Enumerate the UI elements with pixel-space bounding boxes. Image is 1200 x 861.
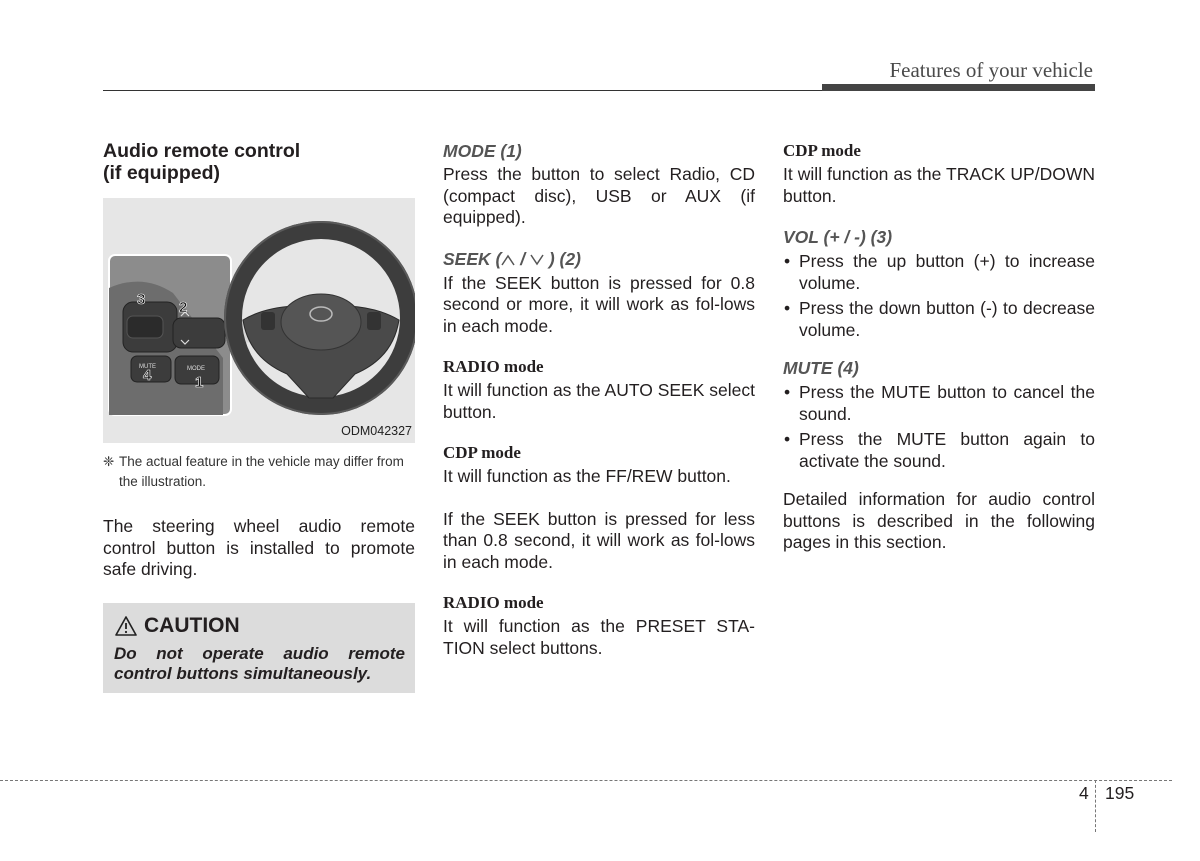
vol-list [783, 251, 1095, 341]
steering-wheel-illustration [103, 198, 415, 443]
header-accent-bar [822, 84, 1095, 91]
footer-divider [0, 780, 1172, 781]
section-heading [103, 140, 415, 184]
cdp-mode-heading-3: CDP mode [783, 141, 861, 160]
radio-mode-text-2: It will function as the PRESET STA-TION select buttons. [443, 616, 755, 658]
radio-mode-heading-2: RADIO mode [443, 593, 544, 612]
callout-1: 1 [195, 374, 204, 391]
note-text: The actual feature in the vehicle may differ from the illustration. [119, 454, 404, 489]
figure-code: ODM042327 [341, 424, 412, 438]
radio-mode-text: It will function as the AUTO SEEK select button. [443, 380, 755, 422]
caution-text: Do not operate audio remote control buttons simultaneously. [114, 643, 405, 683]
mute-button-label: MUTE [139, 364, 156, 370]
mute-heading: MUTE (4) [783, 358, 859, 378]
caution-title: CAUTION [144, 613, 240, 637]
seek-heading-prefix: SEEK ( [443, 248, 502, 269]
illustration-note [103, 452, 415, 492]
seek-heading [443, 248, 755, 270]
caution-box [103, 603, 415, 693]
section-heading-line1: Audio remote control [103, 140, 301, 162]
column-right [783, 140, 1095, 554]
footer-vertical-divider [1095, 780, 1096, 832]
warning-triangle-icon [114, 615, 138, 637]
steering-wheel-drawing [103, 198, 415, 443]
callout-4: 4 [143, 367, 152, 384]
page-number: 195 [1105, 783, 1135, 803]
radio-mode-heading: RADIO mode [443, 357, 544, 376]
mute-list [783, 382, 1095, 472]
chevron-down-icon [530, 254, 544, 266]
page-header-title: Features of your vehicle [889, 58, 1093, 82]
list-item: • Press the MUTE button to cancel the sound. [783, 382, 1095, 425]
vol-heading: VOL (+ / -) (3) [783, 227, 893, 247]
callout-2: 2 [179, 299, 188, 316]
section-heading-line2: (if equipped) [103, 162, 220, 184]
cdp-mode-heading: CDP mode [443, 443, 521, 462]
chevron-up-icon [501, 254, 515, 266]
list-item: • Press the up button (+) to increase volume. [783, 251, 1095, 294]
list-item: • Press the down button (-) to decrease volume. [783, 298, 1095, 341]
cdp-mode-text: It will function as the FF/REW button. [443, 466, 731, 486]
mode-button-label: MODE [187, 366, 205, 372]
note-symbol: ❈ [103, 454, 115, 469]
detail-paragraph: Detailed information for audio control buttons is described in the following pages in this section. [783, 489, 1095, 552]
callout-3: 3 [137, 291, 146, 308]
column-middle [443, 140, 755, 659]
chapter-number: 4 [1079, 783, 1089, 803]
mode-heading: MODE (1) [443, 141, 522, 161]
intro-paragraph: The steering wheel audio remote control button is installed to promote safe driving. [103, 516, 415, 579]
column-left [103, 140, 415, 693]
seek-heading-mid: / [515, 248, 530, 269]
cdp-mode-text-3: It will function as the TRACK UP/DOWN button. [783, 164, 1095, 206]
seek-short-text: If the SEEK button is pressed for less than 0.8 second, it will work as fol-lows in each mode. [443, 508, 755, 572]
seek-heading-suffix: ) (2) [543, 248, 581, 269]
caution-heading [114, 613, 405, 639]
mode-text: Press the button to select Radio, CD (compact disc), USB or AUX (if equipped). [443, 164, 755, 227]
list-item: • Press the MUTE button again to activate the sound. [783, 429, 1095, 472]
seek-long-text: If the SEEK button is pressed for 0.8 second or more, it will work as fol-lows in each mode. [443, 272, 755, 336]
